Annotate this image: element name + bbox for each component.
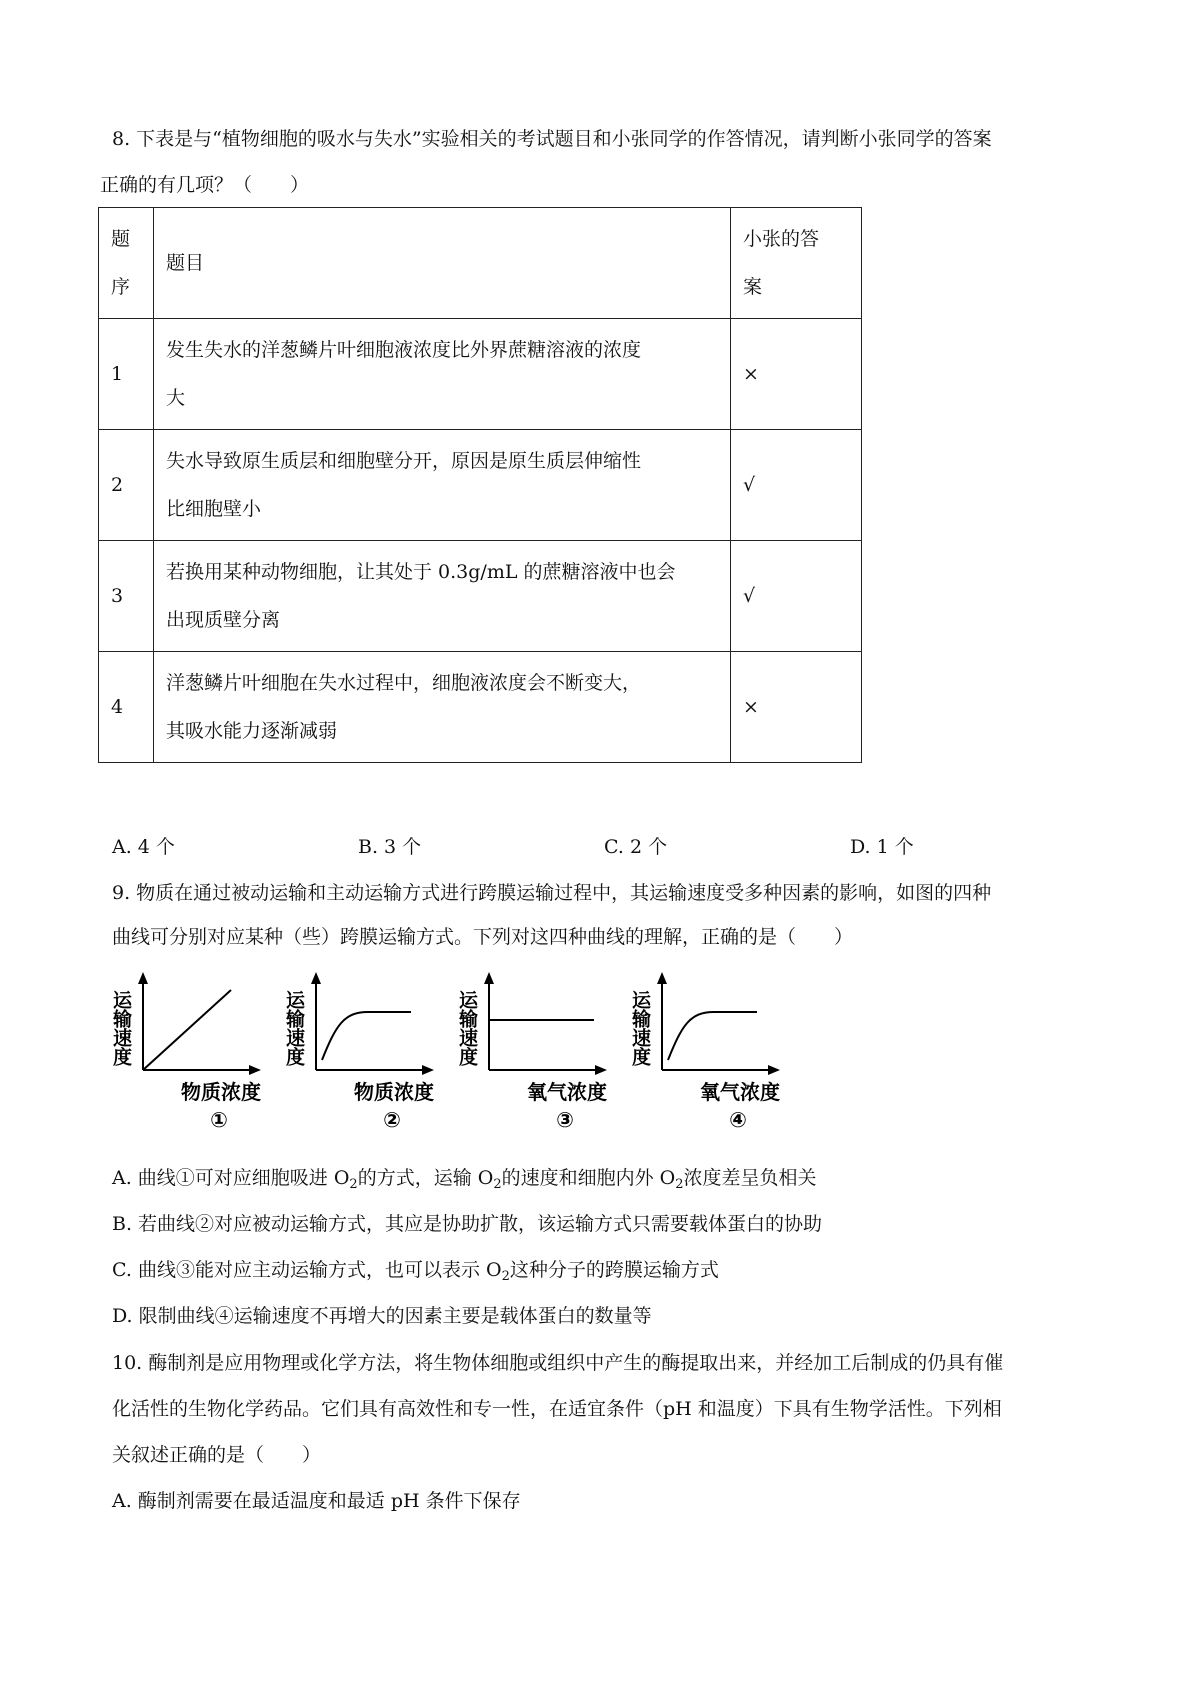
- q8-option-b: B. 3 个: [358, 836, 422, 858]
- graph-4-number: ④: [729, 1108, 747, 1132]
- row-answer: ×: [731, 652, 862, 763]
- row-text: 失水导致原生质层和细胞壁分开，原因是原生质层伸缩性 比细胞壁小: [154, 430, 731, 541]
- graph-3-xlabel: 氧气浓度: [527, 1080, 607, 1104]
- q9-option-c: C. 曲线③能对应主动运输方式，也可以表示 $O_2$这种分子的跨膜运输方式: [112, 1259, 719, 1284]
- graph-3-y-arrow: [484, 972, 494, 984]
- row-text: 发生失水的洋葱鳞片叶细胞液浓度比外界蔗糖溶液的浓度 大: [154, 319, 731, 430]
- table-row: [99, 319, 862, 430]
- graph-3-number: ③: [556, 1108, 574, 1132]
- graph-2-x-arrow: [422, 1065, 434, 1075]
- table-row: [99, 430, 862, 541]
- row-num: 3: [99, 541, 154, 652]
- graph-1-xlabel: 物质浓度: [181, 1080, 261, 1104]
- header-index-char2: 序: [111, 276, 131, 298]
- table-header-row: [99, 208, 862, 319]
- graph-4-xlabel: 氧气浓度: [700, 1080, 780, 1104]
- q8-table: [98, 207, 862, 763]
- header-index: [99, 208, 154, 319]
- q9-stem-line1: 9. 物质在通过被动运输和主动运输方式进行跨膜运输过程中，其运输速度受多种因素的影响，如图的四种: [112, 882, 992, 904]
- graph-4-ylabel: 运输速度: [629, 990, 651, 1066]
- q8-option-a: A. 4 个: [112, 836, 175, 858]
- header-question: 题目: [154, 208, 731, 319]
- header-answer-part2: 案: [743, 276, 763, 298]
- q8-option-d: D. 1 个: [850, 836, 914, 858]
- row-num: 2: [99, 430, 154, 541]
- q10-stem-line1: 10. 酶制剂是应用物理或化学方法，将生物体细胞或组织中产生的酶提取出来，并经加工后制成的仍具有催: [112, 1352, 1004, 1374]
- graph-2-curve: [322, 1012, 411, 1060]
- graph-4-curve: [668, 1012, 757, 1060]
- row-answer: √: [731, 541, 862, 652]
- row-num: 4: [99, 652, 154, 763]
- q9-option-d: D. 限制曲线④运输速度不再增大的因素主要是载体蛋白的数量等: [112, 1305, 652, 1327]
- table-row: [99, 652, 862, 763]
- q8-stem-line2: 正确的有几项？（ ）: [100, 174, 310, 196]
- graph-1-y-arrow: [138, 972, 148, 984]
- graph-2-xlabel: 物质浓度: [354, 1080, 434, 1104]
- row-answer: ×: [731, 319, 862, 430]
- graph-1-ylabel: 运输速度: [110, 990, 132, 1066]
- q10-option-a: A. 酶制剂需要在最适温度和最适 pH 条件下保存: [112, 1490, 521, 1512]
- q9-figure: [108, 965, 828, 1150]
- row-answer: √: [731, 430, 862, 541]
- q10-stem-line3: 关叙述正确的是（ ）: [112, 1444, 322, 1466]
- row-text: 若换用某种动物细胞，让其处于 0.3g/mL 的蔗糖溶液中也会 出现质壁分离: [154, 541, 731, 652]
- table-row: [99, 541, 862, 652]
- q8-option-c: C. 2 个: [604, 836, 668, 858]
- graph-2-ylabel: 运输速度: [283, 990, 305, 1066]
- graph-3-ylabel: 运输速度: [456, 990, 478, 1066]
- graph-1-x-arrow: [249, 1065, 261, 1075]
- q9-option-b: B. 若曲线②对应被动运输方式，其应是协助扩散，该运输方式只需要载体蛋白的协助: [112, 1213, 823, 1235]
- header-answer-part1: 小张的答: [743, 228, 820, 250]
- q8-stem-line1: 8. 下表是与“植物细胞的吸水与失水”实验相关的考试题目和小张同学的作答情况，请判断小张同学的答案: [112, 128, 992, 150]
- row-text: 洋葱鳞片叶细胞在失水过程中，细胞液浓度会不断变大， 其吸水能力逐渐减弱: [154, 652, 731, 763]
- q9-option-a: A. 曲线①可对应细胞吸进 $O_2$的方式，运输 $O_2$的速度和细胞内外 $O_2$浓度差呈负相关: [112, 1167, 817, 1192]
- graph-2-number: ②: [383, 1108, 401, 1132]
- graph-3-x-arrow: [595, 1065, 607, 1075]
- graph-2-y-arrow: [311, 972, 321, 984]
- q10-stem-line2: 化活性的生物化学药品。它们具有高效性和专一性，在适宜条件（pH 和温度）下具有生物学活性。下列相: [112, 1398, 1002, 1420]
- q9-stem-line2: 曲线可分别对应某种（些）跨膜运输方式。下列对这四种曲线的理解，正确的是（ ）: [112, 926, 854, 948]
- header-index-char1: 题: [111, 228, 131, 250]
- row-num: 1: [99, 319, 154, 430]
- graph-4-y-arrow: [657, 972, 667, 984]
- graph-1-number: ①: [210, 1108, 228, 1132]
- graph-4-x-arrow: [768, 1065, 780, 1075]
- graph-1-curve: [143, 990, 231, 1070]
- header-answer: [731, 208, 862, 319]
